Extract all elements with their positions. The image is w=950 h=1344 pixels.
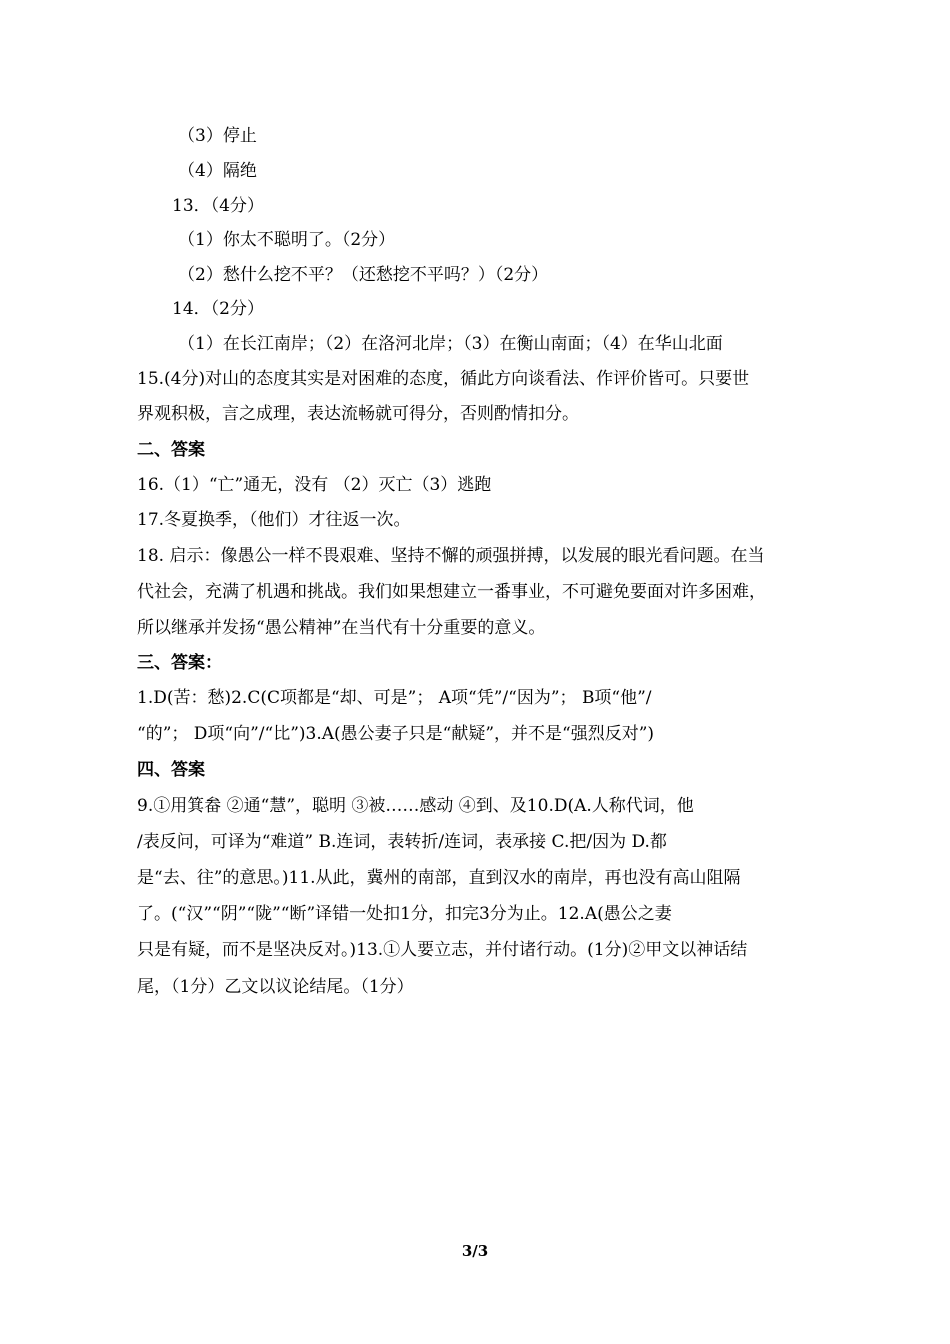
answer-line: 16.（1）“亡”通无，没有 （2）灭亡（3）逃跑 [137, 475, 492, 495]
answer-line: 18. 启示：像愚公一样不畏艰难、坚持不懈的顽强拼搏，以发展的眼光看问题。在当 [137, 546, 765, 566]
answer-line: /表反问，可译为“难道” B.连词，表转折/连词，表承接 C.把/因为 D.都 [137, 832, 667, 852]
answer-line: （2）愁什么挖不平？（还愁挖不平吗？）（2分） [178, 265, 549, 285]
section-heading: 四、答案 [137, 760, 205, 780]
page-number: 3/3 [461, 1242, 489, 1260]
question-heading: 13．（4分） [172, 196, 264, 216]
answer-line: （1）你太不聪明了。（2分） [178, 230, 396, 250]
answer-line: （4）隔绝 [178, 161, 257, 181]
answer-line: （3）停止 [178, 126, 257, 146]
answer-line: 15.(4分)对山的态度其实是对困难的态度，循此方向谈看法、作评价皆可。只要世 [137, 369, 750, 389]
question-heading: 14．（2分） [172, 299, 264, 319]
answer-line: 是“去、往”的意思。)11.从此，冀州的南部，直到汉水的南岸，再也没有高山阻隔 [137, 868, 741, 888]
answer-line: 界观积极，言之成理，表达流畅就可得分，否则酌情扣分。 [137, 404, 579, 424]
answer-line: 所以继承并发扬“愚公精神”在当代有十分重要的意义。 [137, 618, 546, 638]
answer-line: 只是有疑，而不是坚决反对。)13.①人要立志，并付诸行动。(1分)②甲文以神话结 [137, 940, 748, 960]
answer-line: 了。(“汉”“阴”“陇”“断”译错一处扣1分，扣完3分为止。12.A(愚公之妻 [137, 904, 672, 924]
answer-line: 代社会，充满了机遇和挑战。我们如果想建立一番事业，不可避免要面对许多困难， [137, 582, 766, 602]
answer-line: “的”； D项“向”/“比”)3.A(愚公妻子只是“献疑”，并不是“强烈反对”) [137, 724, 655, 744]
answer-line: （1）在长江南岸；（2）在洛河北岸；（3）在衡山南面；（4）在华山北面 [178, 334, 723, 354]
answer-line: 9.①用箕畚 ②通“慧”，聪明 ③被……感动 ④到、及10.D(A.人称代词，他 [137, 796, 694, 816]
answer-line: 尾，（1分）乙文以议论结尾。（1分） [137, 977, 414, 997]
section-heading: 三、答案： [137, 653, 222, 673]
answer-line: 17.冬夏换季，（他们）才往返一次。 [137, 510, 411, 530]
answer-line: 1.D(苦：愁)2.C(C项都是“却、可是”； A项“凭”/“因为”； B项“他”/ [137, 688, 652, 708]
section-heading: 二、答案 [137, 440, 205, 460]
